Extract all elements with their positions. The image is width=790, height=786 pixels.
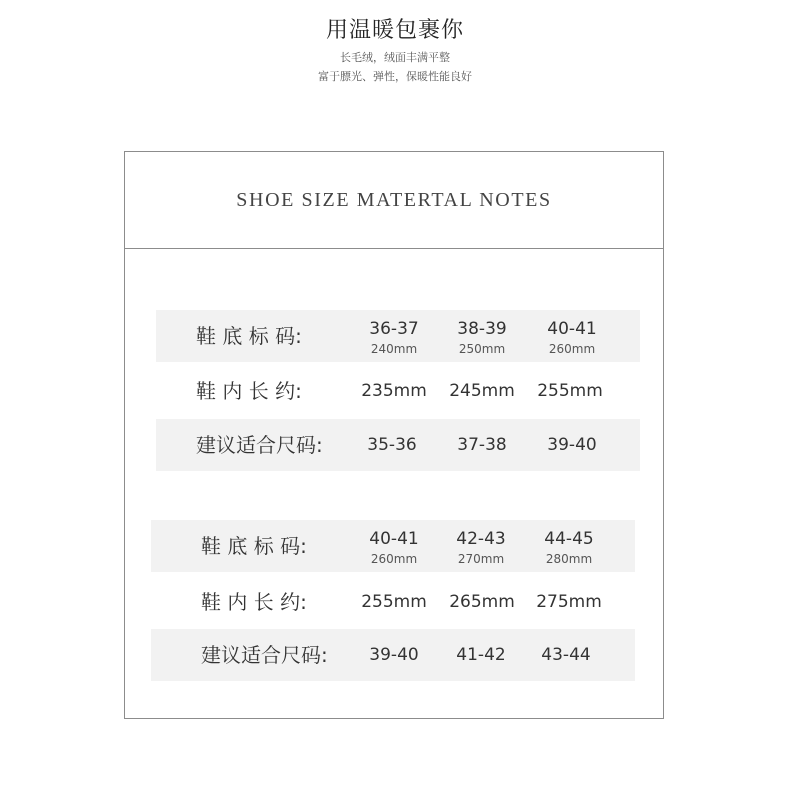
header bbox=[0, 14, 790, 86]
suggested-cell bbox=[432, 419, 532, 471]
suggested-cell bbox=[522, 419, 622, 471]
size-cell bbox=[522, 310, 622, 362]
size-mm: 260mm bbox=[370, 552, 418, 566]
row-label: 鞋 底 标 码: bbox=[201, 534, 307, 558]
table1-row-sole-size bbox=[156, 310, 640, 362]
length-value: 255mm bbox=[537, 381, 603, 401]
size-mm: 240mm bbox=[370, 342, 418, 356]
row-label: 鞋 内 长 约: bbox=[196, 379, 302, 403]
length-cell bbox=[432, 576, 532, 628]
suggested-value: 35-36 bbox=[367, 435, 417, 455]
size-value: 40-41 bbox=[369, 529, 419, 549]
length-cell bbox=[344, 576, 444, 628]
size-value: 40-41 bbox=[547, 319, 597, 339]
frame-title: SHOE SIZE MATERTAL NOTES bbox=[236, 188, 552, 211]
table2-row-inner-length bbox=[151, 576, 635, 628]
suggested-value: 39-40 bbox=[369, 645, 419, 665]
size-mm: 280mm bbox=[545, 552, 593, 566]
size-cell bbox=[432, 310, 532, 362]
table1-row-inner-length bbox=[156, 365, 640, 417]
row-label: 鞋 内 长 约: bbox=[201, 590, 307, 614]
size-mm: 260mm bbox=[548, 342, 596, 356]
size-cell bbox=[431, 520, 531, 572]
suggested-cell bbox=[516, 629, 616, 681]
row-label: 鞋 底 标 码: bbox=[196, 324, 302, 348]
page-title: 用温暖包裹你 bbox=[325, 18, 464, 43]
table2-row-sole-size bbox=[151, 520, 635, 572]
frame-header bbox=[125, 152, 663, 249]
size-mm: 250mm bbox=[458, 342, 506, 356]
size-cell bbox=[519, 520, 619, 572]
length-value: 265mm bbox=[449, 592, 515, 612]
length-value: 245mm bbox=[449, 381, 515, 401]
subtitle-line-1: 长毛绒，绒面丰满平整 bbox=[340, 51, 450, 64]
suggested-cell bbox=[342, 419, 442, 471]
row-label: 建议适合尺码: bbox=[196, 433, 323, 457]
suggested-cell bbox=[344, 629, 444, 681]
length-value: 235mm bbox=[361, 381, 427, 401]
table2-row-suggested-size bbox=[151, 629, 635, 681]
size-value: 44-45 bbox=[544, 529, 594, 549]
row-label: 建议适合尺码: bbox=[201, 643, 328, 667]
size-value: 42-43 bbox=[456, 529, 506, 549]
size-cell bbox=[344, 520, 444, 572]
length-value: 255mm bbox=[361, 592, 427, 612]
suggested-value: 41-42 bbox=[456, 645, 506, 665]
size-cell bbox=[344, 310, 444, 362]
size-value: 38-39 bbox=[457, 319, 507, 339]
length-cell bbox=[520, 365, 620, 417]
suggested-value: 39-40 bbox=[547, 435, 597, 455]
size-value: 36-37 bbox=[369, 319, 419, 339]
subtitle-line-2: 富于膘光、弹性，保暖性能良好 bbox=[318, 70, 472, 83]
length-cell bbox=[344, 365, 444, 417]
length-cell bbox=[432, 365, 532, 417]
length-value: 275mm bbox=[536, 592, 602, 612]
length-cell bbox=[519, 576, 619, 628]
table1-row-suggested-size bbox=[156, 419, 640, 471]
suggested-value: 37-38 bbox=[457, 435, 507, 455]
size-mm: 270mm bbox=[457, 552, 505, 566]
suggested-value: 43-44 bbox=[541, 645, 591, 665]
